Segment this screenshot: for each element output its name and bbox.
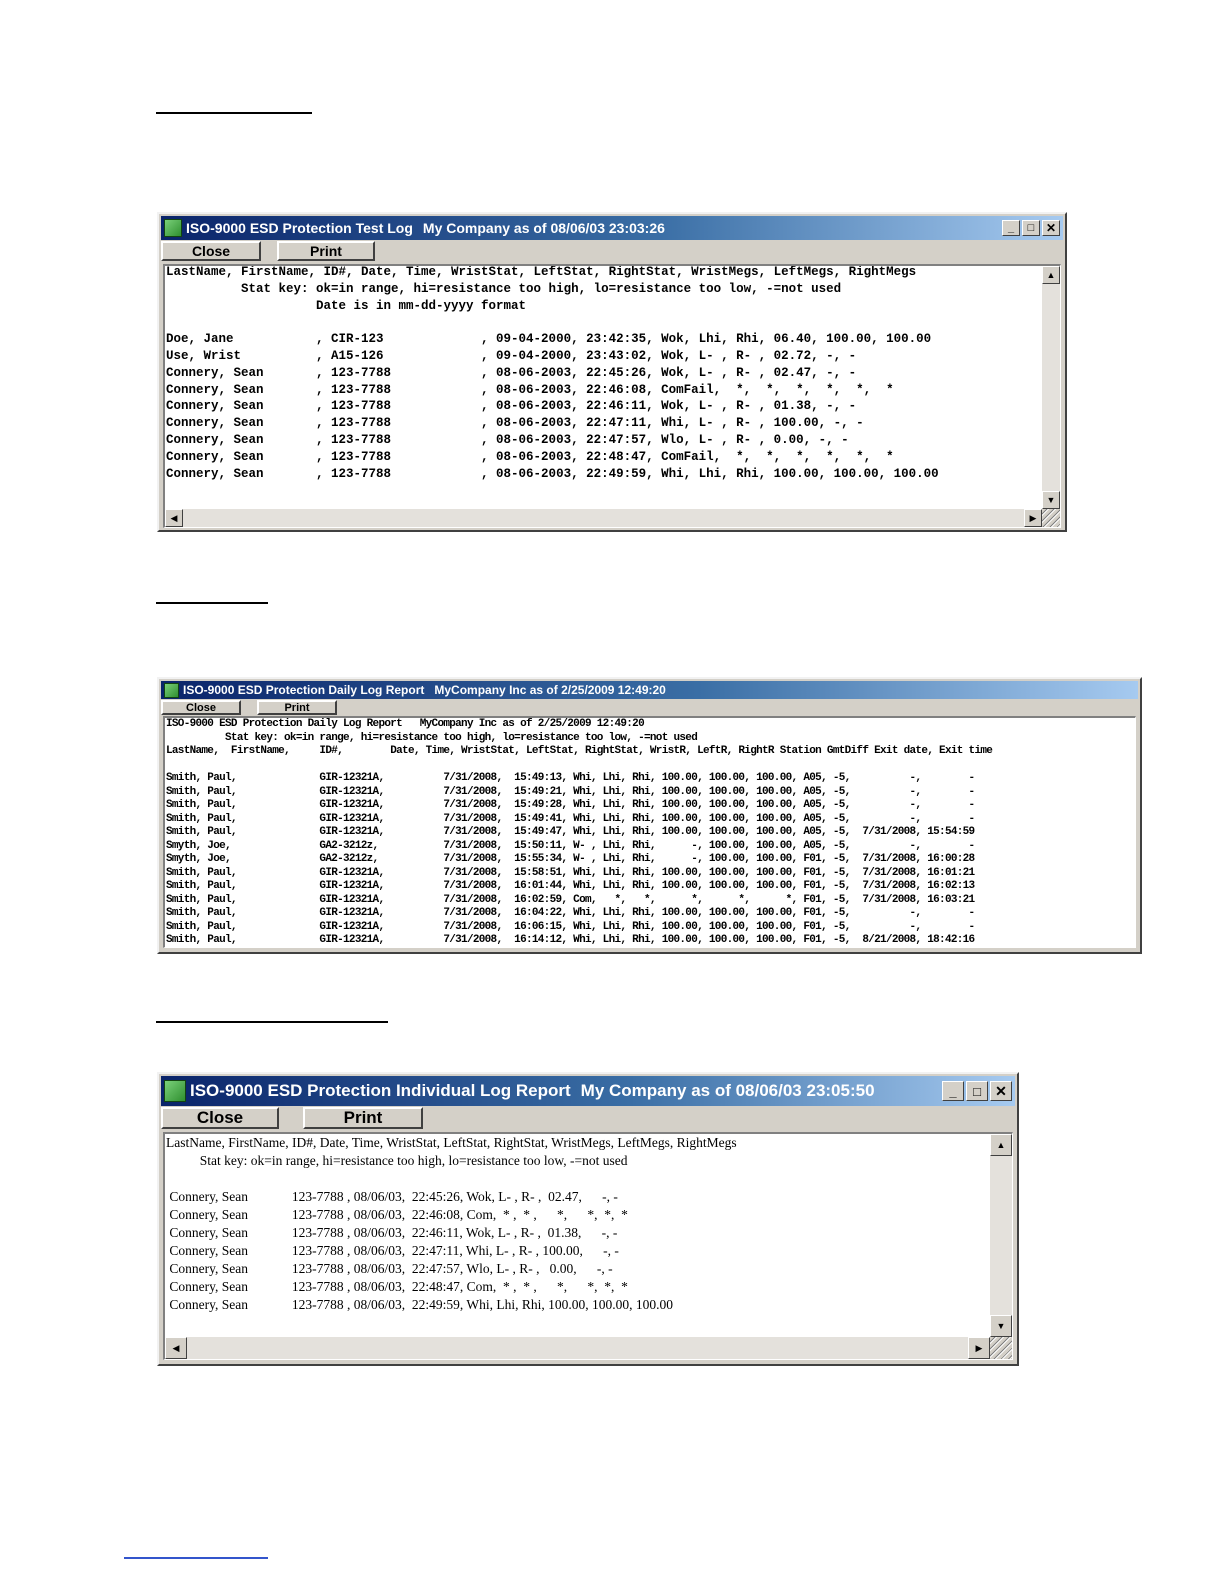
log-line bbox=[166, 314, 939, 331]
log-line: Stat key: ok=in range, hi=resistance too high, lo=resistance too low, -=not used bbox=[166, 1153, 628, 1168]
log-line: Smith, Paul, GIR-12321A, 7/31/2008, 16:14:12, Whi, Lhi, Rhi, 100.00, 100.00, 100.00, F01, -5, 8/21/2008, 18:42:16 bbox=[166, 934, 975, 946]
log-line: Smith, Paul, GIR-12321A, 7/31/2008, 16:04:22, Whi, Lhi, Rhi, 100.00, 100.00, 100.00, F01, -5, -, - bbox=[166, 907, 975, 919]
log-line: Doe, Jane , CIR-123 , 09-04-2000, 23:42:35, Wok, Lhi, Rhi, 06.40, 100.00, 100.00 bbox=[166, 332, 932, 347]
log-line: ISO-9000 ESD Protection Daily Log Report MyCompany Inc as of 2/25/2009 12:49:20 bbox=[166, 718, 644, 730]
log-text-area[interactable] bbox=[163, 716, 1136, 948]
log-line: Date is in mm-dd-yyyy format bbox=[166, 298, 527, 313]
window-subtitle: My Company as of 08/06/03 23:05:50 bbox=[580, 1081, 875, 1100]
log-line: Smith, Paul, GIR-12321A, 7/31/2008, 15:49:41, Whi, Lhi, Rhi, 100.00, 100.00, 100.00, A05, -5, -, - bbox=[166, 812, 975, 825]
log-line: Smyth, Joe, GA2-3212z, 7/31/2008, 15:55:34, W- , Lhi, Rhi, -, 100.00, 100.00, F01, -5, 7/31/2008, 16:00:28 bbox=[166, 853, 975, 865]
log-line bbox=[166, 759, 992, 773]
esd-app-icon bbox=[164, 1080, 186, 1102]
arrow-up-icon[interactable]: ▲ bbox=[990, 1134, 1012, 1156]
log-line: Connery, Sean , 123-7788 , 08-06-2003, 22:49:59, Whi, Lhi, Rhi, 100.00, 100.00, 100.00 bbox=[166, 466, 939, 481]
close-button[interactable]: Close bbox=[161, 700, 241, 715]
log-line: Connery, Sean , 123-7788 , 08-06-2003, 22:45:26, Wok, L- , R- , 02.47, -, - bbox=[166, 365, 857, 380]
log-line: Smith, Paul, GIR-12321A, 7/31/2008, 16:02:59, Com, *, *, *, *, *, F01, -5, 7/31/2008, 16:03:21 bbox=[166, 893, 975, 906]
log-text bbox=[166, 718, 992, 948]
log-line: Connery, Sean , 123-7788 , 08-06-2003, 22:46:11, Wok, L- , R- , 01.38, -, - bbox=[166, 399, 857, 414]
daily-log-window bbox=[157, 677, 1142, 954]
window-title: ISO-9000 ESD Protection Test Log bbox=[186, 220, 413, 236]
title-bar[interactable] bbox=[161, 1076, 1015, 1106]
log-line: Connery, Sean 123-7788 , 08/06/03, 22:48:47, Com, * , * , *, *, *, * bbox=[166, 1279, 628, 1294]
horizontal-scrollbar[interactable] bbox=[165, 509, 1042, 527]
log-line: LastName, FirstName, ID#, Date, Time, WristStat, LeftStat, RightStat, WristMegs, LeftMegs, RightMegs bbox=[166, 1135, 737, 1150]
close-button[interactable]: Close bbox=[161, 241, 261, 261]
window-title: ISO-9000 ESD Protection Daily Log Report bbox=[183, 683, 425, 697]
maximize-icon[interactable]: □ bbox=[1022, 220, 1040, 236]
arrow-down-icon[interactable]: ▼ bbox=[1042, 491, 1060, 509]
toolbar bbox=[161, 241, 1063, 261]
log-line: Smith, Paul, GIR-12321A, 7/31/2008, 16:06:15, Whi, Lhi, Rhi, 100.00, 100.00, 100.00, F01, -5, -, - bbox=[166, 920, 975, 933]
test-log-window bbox=[157, 212, 1067, 532]
arrow-down-icon[interactable]: ▼ bbox=[990, 1315, 1012, 1337]
resize-grip[interactable] bbox=[1042, 509, 1060, 527]
log-line: Connery, Sean 123-7788 , 08/06/03, 22:47:11, Whi, L- , R- , 100.00, -, - bbox=[166, 1243, 619, 1258]
toolbar bbox=[161, 1107, 1015, 1129]
log-line: Smith, Paul, GIR-12321A, 7/31/2008, 16:01:44, Whi, Lhi, Rhi, 100.00, 100.00, 100.00, F01, -5, 7/31/2008, 16:02:13 bbox=[166, 880, 975, 892]
log-line: Connery, Sean 123-7788 , 08/06/03, 22:46:08, Com, * , * , *, *, *, * bbox=[166, 1207, 628, 1222]
arrow-left-icon[interactable]: ◀ bbox=[165, 1337, 187, 1359]
log-line: Connery, Sean , 123-7788 , 08-06-2003, 22:46:08, ComFail, *, *, *, *, *, * bbox=[166, 382, 894, 397]
print-button[interactable]: Print bbox=[257, 700, 337, 715]
log-line: Smith, Paul, GIR-12321A, 7/31/2008, 15:49:21, Whi, Lhi, Rhi, 100.00, 100.00, 100.00, A05, -5, -, - bbox=[166, 785, 975, 798]
toolbar bbox=[161, 700, 1138, 715]
window-title: ISO-9000 ESD Protection Individual Log Report bbox=[190, 1081, 571, 1100]
esd-app-icon bbox=[164, 219, 182, 237]
log-line: Smith, Paul, GIR-12321A, 7/31/2008, 15:58:51, Whi, Lhi, Rhi, 100.00, 100.00, 100.00, F01, -5, 7/31/2008, 16:01:21 bbox=[166, 866, 975, 879]
blank-heading-rule bbox=[156, 602, 268, 604]
log-line: Connery, Sean 123-7788 , 08/06/03, 22:47:57, Wlo, L- , R- , 0.00, -, - bbox=[166, 1261, 613, 1276]
print-button[interactable]: Print bbox=[277, 241, 375, 261]
blank-footer-rule bbox=[124, 1557, 268, 1559]
arrow-right-icon[interactable]: ▶ bbox=[968, 1337, 990, 1359]
window-subtitle: My Company as of 08/06/03 23:03:26 bbox=[422, 220, 665, 236]
arrow-up-icon[interactable]: ▲ bbox=[1042, 266, 1060, 284]
close-window-icon[interactable]: ✕ bbox=[990, 1081, 1012, 1101]
title-bar[interactable] bbox=[161, 681, 1138, 699]
log-line: Connery, Sean 123-7788 , 08/06/03, 22:46:11, Wok, L- , R- , 01.38, -, - bbox=[166, 1225, 618, 1240]
log-line: LastName, FirstName, ID#, Date, Time, WristStat, LeftStat, RightStat, WristMegs, LeftMegs, RightMegs bbox=[166, 265, 917, 279]
individual-log-window bbox=[157, 1072, 1019, 1366]
vertical-scrollbar[interactable] bbox=[1042, 266, 1060, 509]
title-bar[interactable] bbox=[161, 216, 1063, 240]
log-line: Use, Wrist , A15-126 , 09-04-2000, 23:43:02, Wok, L- , R- , 02.72, -, - bbox=[166, 348, 857, 363]
log-line: Stat key: ok=in range, hi=resistance too high, lo=resistance too low, -=not used bbox=[166, 281, 842, 296]
minimize-icon[interactable]: _ bbox=[1002, 220, 1020, 236]
maximize-icon[interactable]: □ bbox=[966, 1081, 988, 1101]
minimize-icon[interactable]: _ bbox=[942, 1081, 964, 1101]
arrow-left-icon[interactable]: ◀ bbox=[165, 509, 183, 527]
resize-grip[interactable] bbox=[990, 1337, 1012, 1359]
log-line bbox=[166, 1170, 737, 1188]
log-line: Connery, Sean 123-7788 , 08/06/03, 22:49:59, Whi, Lhi, Rhi, 100.00, 100.00, 100.00 bbox=[166, 1297, 673, 1312]
log-line: Stat key: ok=in range, hi=resistance too high, lo=resistance too low, -=not used bbox=[166, 731, 698, 744]
log-text bbox=[166, 264, 939, 482]
print-button[interactable]: Print bbox=[303, 1107, 423, 1129]
log-line: Smith, Paul, GIR-12321A, 7/31/2008, 15:49:13, Whi, Lhi, Rhi, 100.00, 100.00, 100.00, A05, -5, -, - bbox=[166, 772, 975, 784]
blank-heading-rule bbox=[156, 112, 312, 114]
vertical-scrollbar[interactable] bbox=[990, 1134, 1012, 1337]
log-line: Connery, Sean , 123-7788 , 08-06-2003, 22:47:57, Wlo, L- , R- , 0.00, -, - bbox=[166, 432, 849, 447]
window-subtitle: MyCompany Inc as of 2/25/2009 12:49:20 bbox=[434, 683, 666, 697]
log-line: Smyth, Joe, GA2-3212z, 7/31/2008, 15:50:11, W- , Lhi, Rhi, -, 100.00, 100.00, A05, -5, -, - bbox=[166, 839, 975, 852]
log-line: Connery, Sean 123-7788 , 08/06/03, 22:45:26, Wok, L- , R- , 02.47, -, - bbox=[166, 1189, 618, 1204]
close-button[interactable]: Close bbox=[161, 1107, 279, 1129]
log-line: Smith, Paul, GIR-12321A, 7/31/2008, 15:49:28, Whi, Lhi, Rhi, 100.00, 100.00, 100.00, A05, -5, -, - bbox=[166, 799, 975, 811]
log-line: Smith, Paul, GIR-12321A, 7/31/2008, 15:49:47, Whi, Lhi, Rhi, 100.00, 100.00, 100.00, A05, -5, 7/31/2008, 15:54:59 bbox=[166, 826, 975, 838]
close-window-icon[interactable]: ✕ bbox=[1042, 220, 1060, 236]
arrow-right-icon[interactable]: ▶ bbox=[1024, 509, 1042, 527]
log-line: Connery, Sean , 123-7788 , 08-06-2003, 22:48:47, ComFail, *, *, *, *, *, * bbox=[166, 449, 894, 464]
log-text bbox=[166, 1134, 737, 1314]
log-text-area[interactable] bbox=[163, 1132, 1013, 1360]
log-line: Connery, Sean , 123-7788 , 08-06-2003, 22:47:11, Whi, L- , R- , 100.00, -, - bbox=[166, 416, 864, 431]
log-line: LastName, FirstName, ID#, Date, Time, WristStat, LeftStat, RightStat, WristR, LeftR, RightR Station GmtDiff Exit date, Exit time bbox=[166, 745, 993, 757]
blank-heading-rule bbox=[156, 1021, 388, 1023]
horizontal-scrollbar[interactable] bbox=[165, 1337, 990, 1359]
log-text-area[interactable] bbox=[163, 264, 1061, 528]
esd-app-icon bbox=[164, 683, 179, 698]
